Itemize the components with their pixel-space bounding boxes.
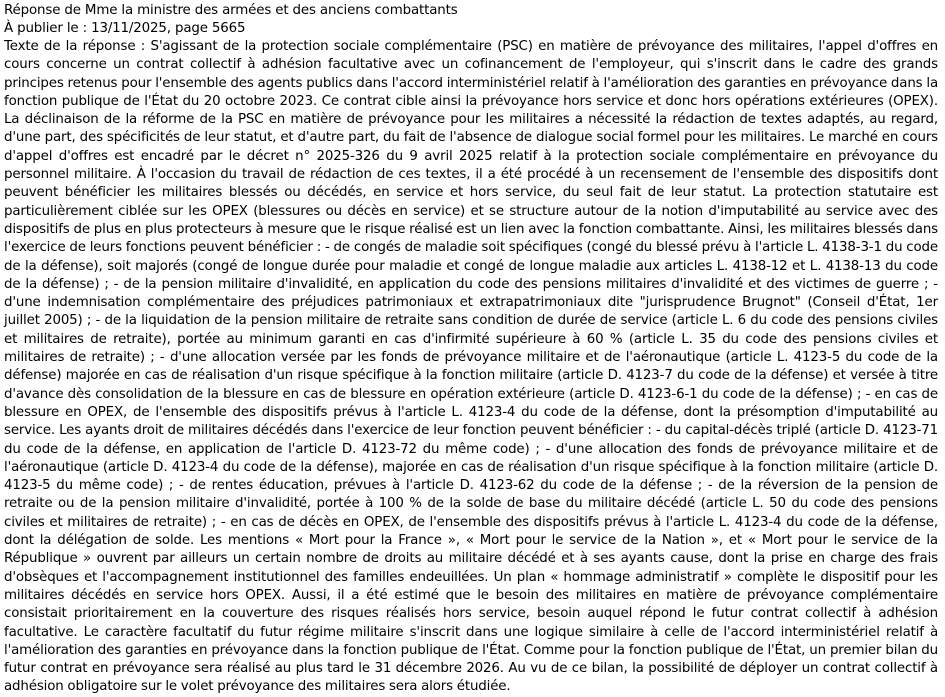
answer-body — [4, 38, 938, 697]
answer-text: S'agissant de la protection sociale complémentaire (PSC) en matière de prévoyance des militaires, l'appel d'offres en cours concerne un contrat collectif à adhésion facultative avec un cofinancement de l'employeur, qui s'inscrit dans le cadre des grands principes retenus pour l'ensemble des agents publics dans l'accord interministériel relatif à l'amélioration des garanties en prévoyance dans la fonction publique de l'État du 20 octobre 2023. Ce contrat cible ainsi la prévoyance hors service et donc hors opérations extérieures (OPEX). La déclinaison de la réforme de la PSC en matière de prévoyance pour les militaires a nécessité la rédaction de textes adaptés, au regard, d'une part, des spécificités de leur statut, et d'autre part, du fait de l'absence de dialogue social formel pour les militaires. Le marché en cours d'appel d'offres est encadré par le décret n° 2025-326 du 9 avril 2025 relatif à la protection sociale complémentaire en prévoyance du personnel militaire. À l'occasion du travail de rédaction de ces textes, il a été procédé à un recensement de l'ensemble des dispositifs dont peuvent bénéficier les militaires blessés ou décédés, en service et hors service, du seul fait de leur statut. La protection statutaire est particulièrement ciblée sur les OPEX (blessures ou décès en service) et se structure autour de la notion d'imputabilité au service avec des dispositifs de plus en plus protecteurs à mesure que le risque réalisé est un lien avec la fonction combattante. Ainsi, les militaires blessés dans l'exercice de leurs fonctions peuvent bénéficier : - de congés de maladie soit spécifiques (congé du blessé prévu à l'article L. 4138-3-1 du code de la défense), soit majorés (congé de longue durée pour maladie et congé de longue maladie aux articles L. 4138-12 et L. 4138-13 du code de la défense) ; - de la pension militaire d'invalidité, en application du code des pensions militaires d'invalidité et des victimes de guerre ; - d'une indemnisation complémentaire des préjudices patrimoniaux et extrapatrimoniaux dite "jurisprudence Brugnot" (Conseil d'État, 1er juillet 2005) ; - de la liquidation de la pension militaire de retraite sans condition de durée de service (article L. 6 du code des pensions civiles et militaires de retraite), portée au minimum garanti en cas d'infirmité supérieure à 60 % (article L. 35 du code des pensions civiles et militaires de retraite) ; - d'une allocation versée par les fonds de prévoyance militaire et de l'aéronautique (article L. 4123-5 du code de la défense) majorée en cas de réalisation d'un risque spécifique à la fonction militaire (article D. 4123-7 du code de la défense) et versée à titre d'avance dès consolidation de la blessure en cas de blessure en opération extérieure (article D. 4123-6-1 du code de la défense) ; - en cas de blessure en OPEX, de l'ensemble des dispositifs prévus à l'article L. 4123-4 du code de la défense, dont la présomption d'imputabilité au service. Les ayants droit de militaires décédés dans l'exercice de leur fonction peuvent bénéficier : - du capital-décès triplé (article D. 4123-71 du code de la défense, en application de l'article D. 4123-72 du même code) ; - d'une allocation des fonds de prévoyance militaire et de l'aéronautique (article D. 4123-4 du code de la défense), majorée en cas de réalisation d'un risque spécifique à la fonction militaire (article D. 4123-5 du même code) ; - de rentes éducation, prévues à l'article D. 4123-62 du code de la défense ; - de la réversion de la pension de retraite ou de la pension militaire d'invalidité, portée à 100 % de la solde de base du militaire décédé (article L. 50 du code des pensions civiles et militaires de retraite) ; - en cas de décès en OPEX, de l'ensemble des dispositifs prévus à l'article L. 4123-4 du code de la défense, dont la délégation de solde. Les mentions « Mort pour la France », « Mort pour le service de la Nation », et « Mort pour le service de la République » ouvrent par ailleurs un certain nombre de droits au militaire décédé et à ses ayants cause, dont la prise en charge des frais d'obsèques et l'accompagnement institutionnel des familles endeuillées. Un plan « hommage administratif » complète le dispositif pour les militaires décédés en service hors OPEX. Aussi, il a été estimé que le besoin des militaires en matière de prévoyance complémentaire consistait prioritairement en la couverture des risques réalisés hors service, besoin auquel répond le futur contrat collectif à adhésion facultative. Le caractère facultatif du futur régime militaire s'inscrit dans une logique similaire à celle de l'accord interministériel relatif à l'amélioration des garanties en prévoyance dans la fonction publique de l'État. Comme pour la fonction publique de l'État, un premier bilan du futur contrat en prévoyance sera réalisé au plus tard le 31 décembre 2026. Au vu de ce bilan, la possibilité de déployer un contrat collectif à adhésion obligatoire sur le volet prévoyance des militaires sera alors étudiée. — [4, 39, 938, 695]
answer-label: Texte de la réponse : — [4, 39, 151, 54]
publication-date: À publier le : 13/11/2025, page 5665 — [4, 21, 246, 36]
answer-title: Réponse de Mme la ministre des armées et des anciens combattants — [4, 3, 458, 18]
